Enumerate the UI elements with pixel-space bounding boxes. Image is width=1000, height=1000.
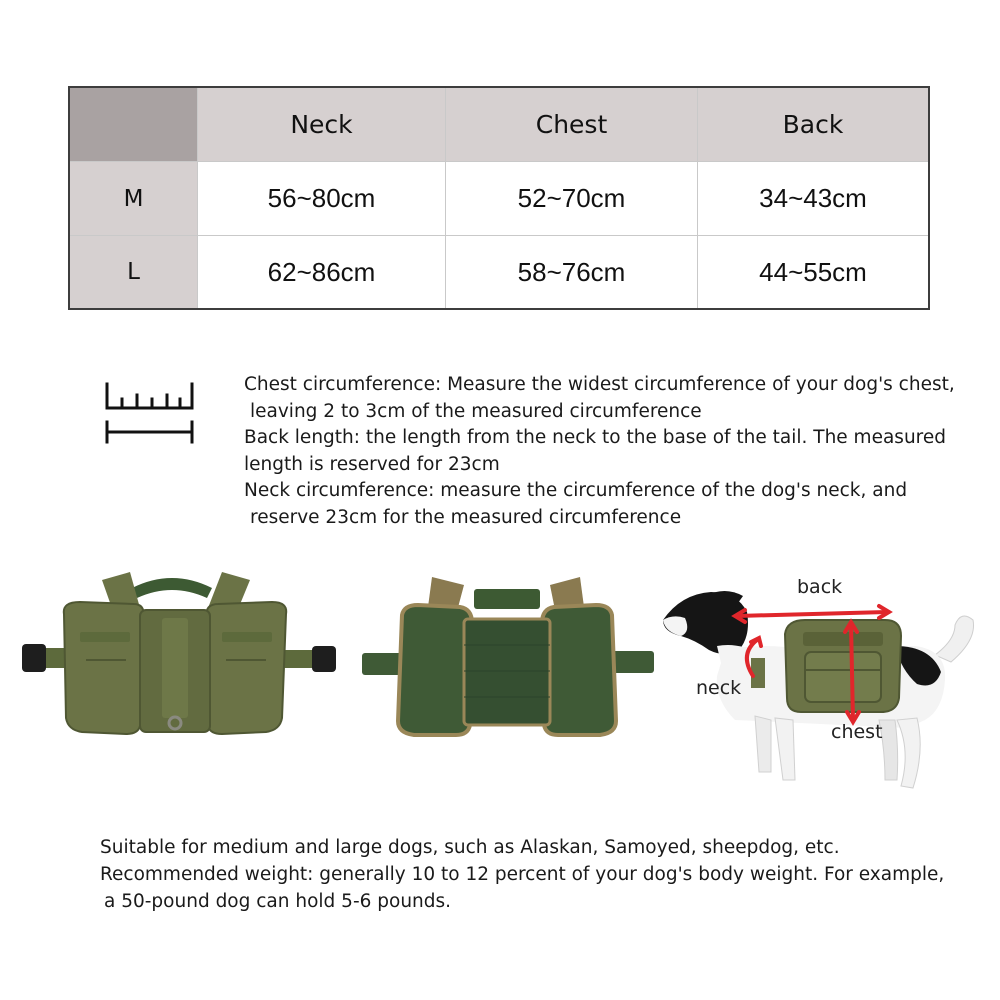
header-neck: Neck — [198, 88, 446, 162]
note-line: a 50-pound dog can hold 5-6 pounds. — [104, 891, 452, 912]
size-m-chest: 52~70cm — [446, 162, 698, 236]
size-l-back: 44~55cm — [698, 236, 928, 308]
size-l-neck: 62~86cm — [198, 236, 446, 308]
product-notes — [100, 834, 1000, 915]
chest-label: chest — [831, 721, 883, 743]
header-chest: Chest — [446, 88, 698, 162]
instruction-line: leaving 2 to 3cm of the measured circumference — [250, 400, 702, 422]
note-line: Suitable for medium and large dogs, such as Alaskan, Samoyed, sheepdog, etc. — [100, 837, 840, 858]
size-l-label: L — [70, 236, 198, 308]
size-m-neck: 56~80cm — [198, 162, 446, 236]
size-table — [68, 86, 930, 310]
back-label: back — [797, 576, 843, 598]
ruler-icon — [104, 378, 196, 444]
table-corner — [70, 88, 198, 162]
size-m-label: M — [70, 162, 198, 236]
instruction-line: length is reserved for 23cm — [244, 453, 500, 475]
size-l-chest: 58~76cm — [446, 236, 698, 308]
header-back: Back — [698, 88, 928, 162]
backpack-front-image — [22, 570, 342, 745]
neck-label: neck — [696, 677, 742, 699]
instruction-line: Chest circumference: Measure the widest circumference of your dog's chest, — [244, 374, 955, 395]
instruction-line: Back length: the length from the neck to the base of the tail. The measured — [244, 427, 946, 448]
note-line: Recommended weight: generally 10 to 12 percent of your dog's body weight. For example, — [100, 864, 945, 885]
instruction-line: Neck circumference: measure the circumference of the dog's neck, and — [244, 480, 908, 501]
size-m-back: 34~43cm — [698, 162, 928, 236]
instruction-line: reserve 23cm for the measured circumference — [250, 506, 682, 528]
measurement-instructions — [244, 372, 994, 531]
backpack-back-image — [352, 575, 662, 740]
